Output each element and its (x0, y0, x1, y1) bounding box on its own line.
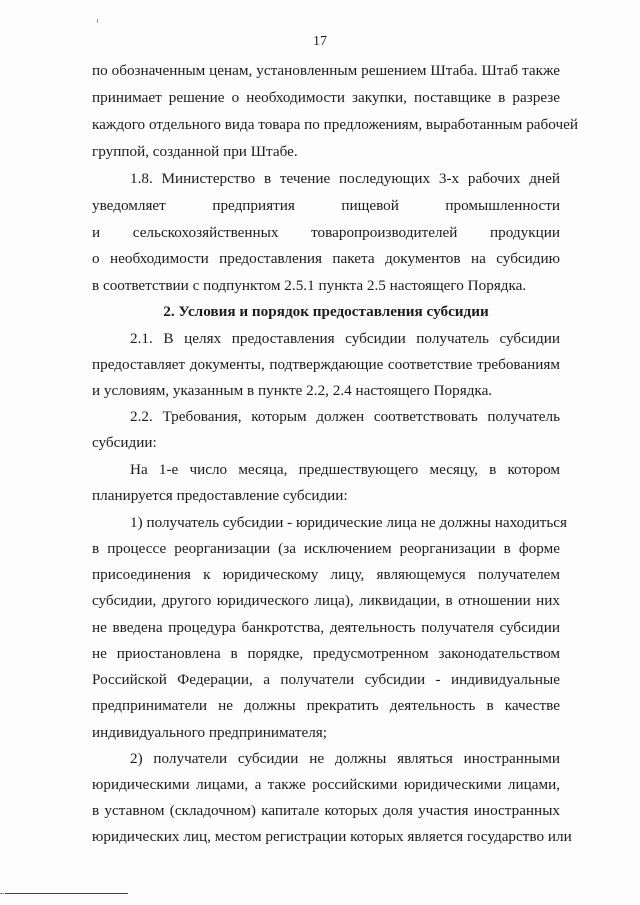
text-line: субсидии, другого юридического лица), ликвидации, в отношении них (92, 592, 560, 609)
text-line: в уставном (складочном) капитале которых доля участия иностранных (92, 802, 560, 819)
text-line: в соответствии с подпунктом 2.5.1 пункта 2.5 настоящего Порядка. (92, 277, 527, 294)
text-line: уведомляет предприятия пищевой промышленности (92, 197, 560, 214)
text-line: Российской Федерации, а получатели субсидии - индивидуальные (92, 671, 560, 688)
text-line: юридическими лицами, а также российскими юридическими лицами, (92, 776, 560, 793)
text-line: присоединения к юридическому лицу, являющемуся получателем (92, 566, 560, 583)
text-line: 1) получатель субсидии - юридические лица не должны находиться (130, 514, 567, 531)
text-line: не введена процедура банкротства, деятельность получателя субсидии (92, 619, 560, 636)
text-line: предоставляет документы, подтверждающие соответствие требованиям (92, 356, 560, 373)
scan-edge-mark (0, 893, 4, 894)
text-line: 2.2. Требования, которым должен соответствовать получатель (130, 408, 560, 425)
text-line: по обозначенным ценам, установленным решением Штаба. Штаб также (92, 62, 560, 79)
text-line: и условиям, указанным в пункте 2.2, 2.4 настоящего Порядка. (92, 382, 493, 399)
text-line: и сельскохозяйственных товаропроизводителей продукции (92, 224, 560, 241)
text-line: индивидуального предпринимателя; (92, 724, 327, 741)
text-line: юридических лиц, местом регистрации которых является государство или (92, 828, 572, 845)
text-line: в процессе реорганизации (за исключением реорганизации в форме (92, 540, 560, 557)
text-line: о необходимости предоставления пакета документов на субсидию (92, 250, 560, 267)
section-heading: 2. Условия и порядок предоставления субсидии (163, 303, 489, 320)
text-line: 1.8. Министерство в течение последующих 3-х рабочих дней (130, 170, 560, 187)
text-line: 2.1. В целях предоставления субсидии получатель субсидии (130, 330, 560, 347)
page-number: 17 (313, 34, 327, 49)
text-line: предприниматели не должны прекратить деятельность в качестве (92, 697, 560, 714)
text-line: субсидии: (92, 434, 157, 451)
text-line: планируется предоставление субсидии: (92, 487, 348, 504)
text-line: не приостановлена в порядке, предусмотренном законодательством (92, 645, 560, 662)
text-line: принимает решение о необходимости закупки, поставщике в разрезе (92, 89, 560, 106)
text-line: группой, созданной при Штабе. (92, 143, 298, 160)
text-line: 2) получатели субсидии не должны являться иностранными (130, 750, 560, 767)
scan-mark (97, 19, 98, 23)
text-line: На 1-е число месяца, предшествующего месяцу, в котором (130, 461, 560, 478)
footnote-rule (5, 893, 128, 894)
text-line: каждого отдельного вида товара по предложениям, выработанным рабочей (92, 116, 578, 133)
